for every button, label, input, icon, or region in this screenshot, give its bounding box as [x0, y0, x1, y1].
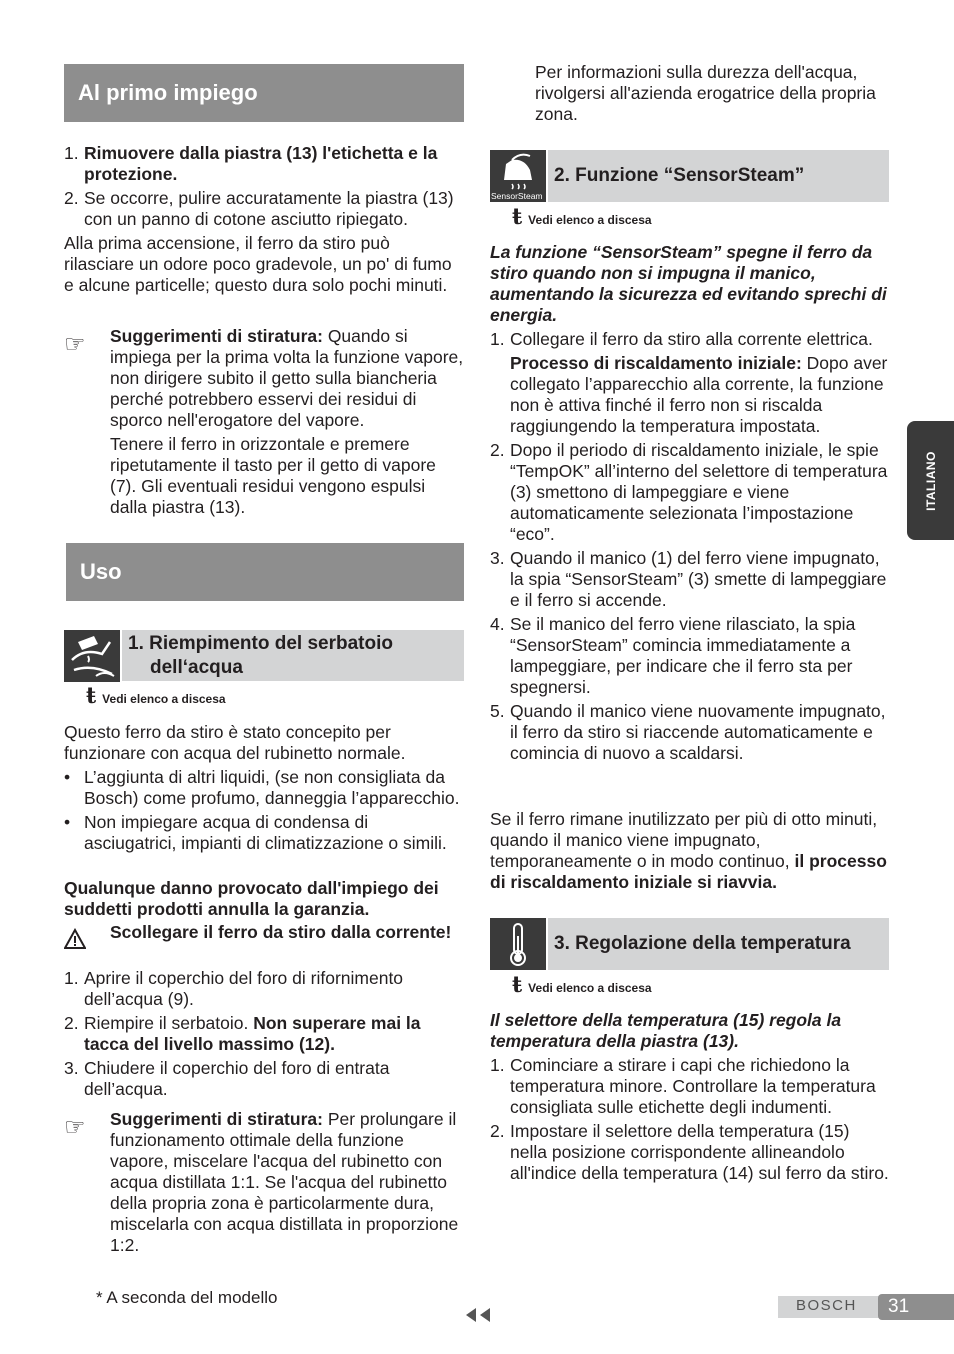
water-fill-icon: [64, 630, 120, 682]
subsection-title: 1. Riempimento del serbatoio dell‘acqua: [128, 633, 393, 678]
water-intro: Questo ferro da stiro è stato concepito per funzionare con acqua del rubinetto normale.: [64, 722, 406, 763]
reference-note: ŧ Vedi elenco a discesa: [512, 204, 652, 230]
list-item: 3. Chiudere il coperchio del foro di entrata dell’acqua.: [64, 1058, 390, 1099]
list-item: 2. Impostare il selettore della temperatura (15) nella posizione corrispondente allineandolo all'indice della temperatura (14) sul ferro da stiro.: [490, 1121, 889, 1183]
list-item: 3. Quando il manico (1) del ferro viene impugnato, la spia “SensorSteam” (3) smette di lampeggiare e il ferro si accende.: [490, 548, 887, 610]
water-hardness-note: Per informazioni sulla durezza dell'acqua, rivolgersi all'azienda erogatrice della propria zona.: [535, 62, 876, 124]
list-item: 5. Quando il manico viene nuovamente impugnato, il ferro da stiro si riaccende automaticamente e comincia di nuovo a scaldarsi.: [490, 701, 886, 763]
language-tab: [907, 421, 954, 540]
reference-arrow-icon: ŧ: [512, 972, 523, 998]
reference-note: ŧ Vedi elenco a discesa: [512, 972, 652, 998]
previous-page-icon[interactable]: [464, 1307, 492, 1323]
ironing-tip-2: ☞ Suggerimenti di stiratura: Per prolungare il funzionamento ottimale della funzione vapore, miscelare l'acqua del rubinetto con acqua distillata 1:1. Se l'acqua del rubinetto della propria zona è particolarmente dura, miscelarla con acqua distillata in proporzione 1:2.: [64, 1109, 459, 1255]
list-item: 4. Se il manico del ferro viene rilasciato, la spia “SensorSteam” comincia immediatamente a lampeggiare, per indicare che il ferro sta per spegnersi.: [490, 614, 856, 697]
list-item: 1. Rimuovere dalla piastra (13) l'etichetta e la protezione.: [64, 143, 438, 184]
language-tab-label: ITALIANO: [923, 450, 938, 511]
first-use-steps: [64, 143, 464, 230]
list-item: 2. Dopo il periodo di riscaldamento iniziale, le spie “TempOK” all’interno del selettore di temperatura (3) smettono di lampeggiare e viene automaticamente selezionata l’impostazione “eco”.: [490, 440, 888, 544]
list-item: 1. Cominciare a stirare i capi che richiedono la temperatura minore. Controllare la temperatura consigliata sulle etichette degli indumenti.: [490, 1055, 876, 1117]
first-use-paragraph: Alla prima accensione, il ferro da stiro può rilasciare un odore poco gradevole, un po' di fumo e alcune particelle; questo dura solo pochi minuti.: [64, 233, 452, 295]
sensorsteam-icon-label: SensorSteam: [491, 191, 543, 201]
warranty-note: Qualunque danno provocato dall'impiego dei suddetti prodotti annulla la garanzia.: [64, 878, 439, 919]
thermometer-icon: [490, 918, 546, 970]
sensorsteam-outro: Se il ferro rimane inutilizzato per più di otto minuti, quando il manico viene impugnato, temporaneamente o in modo continuo, il processo di riscaldamento iniziale si riavvia.: [490, 809, 887, 892]
reference-note: ŧ Vedi elenco a discesa: [86, 683, 226, 709]
pointing-hand-icon: ☞: [64, 331, 86, 358]
page-number-box: [878, 1294, 954, 1320]
subsection-header-sensorsteam: [548, 150, 889, 202]
subsection-title: 2. Funzione “SensorSteam”: [554, 165, 805, 186]
temperature-lead: Il selettore della temperatura (15) regola la temperatura della piastra (13).: [490, 1010, 842, 1051]
warning-block: Scollegare il ferro da stiro dalla corrente!: [64, 922, 464, 943]
section-header-first-use: [64, 64, 464, 122]
page-nav[interactable]: [464, 1307, 492, 1328]
warning-triangle-icon: [64, 928, 86, 950]
water-bullets: [64, 767, 464, 854]
page-number: 31: [888, 1296, 910, 1317]
section-header-use: [66, 543, 464, 601]
subsection-header-water: [122, 630, 464, 681]
list-item: 2. Riempire il serbatoio. Non superare mai la tacca del livello massimo (12).: [64, 1013, 421, 1054]
pointing-hand-icon: ☞: [64, 1114, 86, 1141]
section-title: Uso: [80, 559, 122, 584]
list-item: 1. Aprire il coperchio del foro di rifornimento dell’acqua (9).: [64, 968, 404, 1009]
sensorsteam-lead: La funzione “SensorSteam” spegne il ferro da stiro quando non si impugna il manico, aumentando la sicurezza ed evitando sprechi di energia.: [490, 242, 887, 325]
list-item: • L’aggiunta di altri liquidi, (se non consigliata da Bosch) come profumo, danneggia l’apparecchio.: [64, 767, 460, 808]
sensorsteam-steps: [490, 329, 890, 764]
ironing-tip-1: ☞ Suggerimenti di stiratura: Quando si impiega per la prima volta la funzione vapore, non dirigere subito il getto sulla biancheria perché potrebbero esservi dei residui di sporco nell'erogatore del vapore. Tenere il ferro in orizzontale e premere ripetutamente il tasto per il getto di vapore (7). Gli eventuali residui vengono espulsi dalla piastra (13).: [64, 326, 464, 517]
section-title: Al primo impiego: [78, 80, 258, 105]
footnote: * A seconda del modello: [96, 1288, 278, 1307]
list-item: • Non impiegare acqua di condensa di asciugatrici, impianti di climatizzazione o simili.: [64, 812, 447, 853]
sensorsteam-icon: [490, 150, 546, 202]
list-item: 2. Se occorre, pulire accuratamente la piastra (13) con un panno di cotone asciutto ripiegato.: [64, 188, 454, 229]
subsection-header-temperature: [548, 918, 889, 970]
water-steps: [64, 968, 464, 1100]
subsection-title: 3. Regolazione della temperatura: [554, 933, 851, 954]
list-item: 1. Collegare il ferro da stiro alla corrente elettrica. Processo di riscaldamento iniziale: Dopo aver collegato l’apparecchio alla corrente, la funzione non è attiva finché il ferro non si riscalda raggiungendo la temperatura impostata.: [490, 329, 888, 436]
reference-arrow-icon: ŧ: [86, 683, 97, 709]
footer-brand: BOSCH: [796, 1297, 857, 1314]
reference-arrow-icon: ŧ: [512, 204, 523, 230]
temperature-steps: [490, 1055, 890, 1184]
